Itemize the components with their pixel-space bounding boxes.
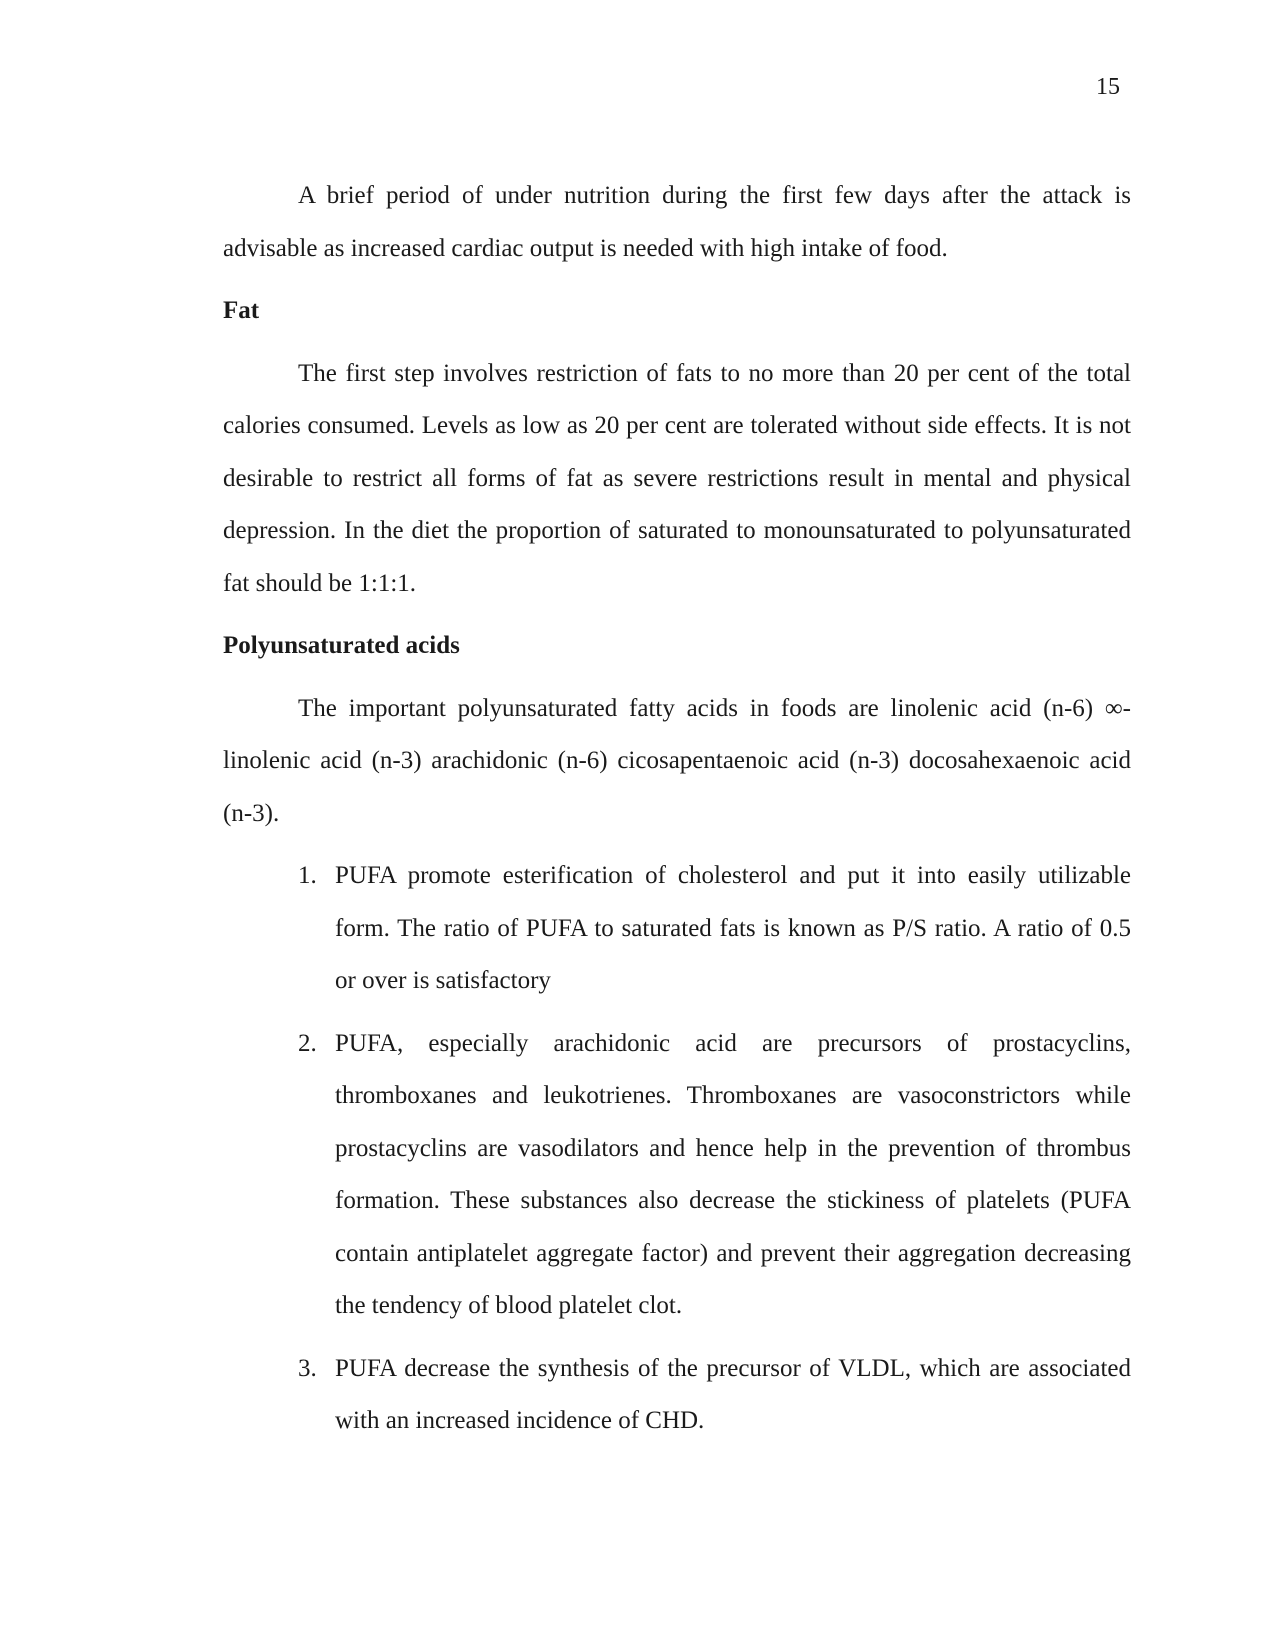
intro-paragraph: A brief period of under nutrition during the first few days after the attack is advisable as increased cardiac output is needed with high intake of food. (223, 182, 1131, 262)
list-item-number: 1. (298, 862, 317, 889)
list-item-text: PUFA decrease the synthesis of the precursor of VLDL, which are associated with an increased incidence of CHD. (335, 1354, 1131, 1434)
list-item (223, 850, 1131, 1008)
pufa-list (223, 850, 1131, 1448)
pufa-paragraph: The important polyunsaturated fatty acids in foods are linolenic acid (n-6) ∞-linolenic acid (n-3) arachidonic (n-6) cicosapentaenoic acid (n-3) docosahexaenoic acid (n-3). (223, 694, 1131, 827)
list-item-text: PUFA, especially arachidonic acid are precursors of prostacyclins, thromboxanes and leukotrienes. Thromboxanes are vasoconstrictors while prostacyclins are vasodilators and hence help in the prevention of thrombus formation. These substances also decrease the stickiness of platelets (PUFA contain antiplatelet aggregate factor) and prevent their aggregation decreasing the tendency of blood platelet clot. (335, 1029, 1131, 1319)
list-item-number: 3. (298, 1354, 317, 1382)
list-item-number: 2. (298, 1029, 317, 1057)
list-item (223, 1343, 1131, 1448)
fat-paragraph: The first step involves restriction of fats to no more than 20 per cent of the total calories consumed. Levels as low as 20 per cent are tolerated without side effects. It is not desirable to restrict all forms of fat as severe restrictions result in mental and physical depression. In the diet the proportion of saturated to monounsaturated to polyunsaturated fat should be 1:1:1. (223, 359, 1131, 597)
page-number: 15 (1096, 74, 1120, 100)
document-body (223, 170, 1131, 1458)
list-item-text: PUFA promote esterification of cholesterol and put it into easily utilizable form. The ratio of PUFA to saturated fats is known as P/S ratio. A ratio of 0.5 or over is satisfactory (335, 862, 1131, 994)
fat-heading: Fat (223, 297, 260, 324)
list-item (223, 1018, 1131, 1333)
pufa-heading: Polyunsaturated acids (223, 632, 460, 659)
